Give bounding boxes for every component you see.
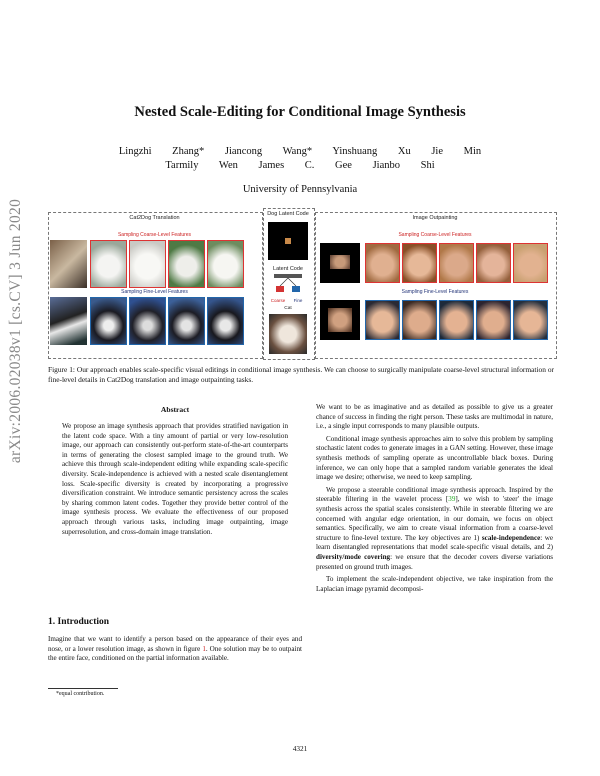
figure-reference-link[interactable]: 1 xyxy=(202,644,206,653)
paragraph-text: We propose a steerable conditional image synthesis approach. Inspired by the steerable filtering in the wavelet process [ xyxy=(316,485,553,504)
fine-face-image xyxy=(365,300,400,340)
left-band-coarse: Sampling Coarse-Level Features xyxy=(117,232,192,238)
fine-block xyxy=(292,286,300,292)
coarse-dog-image xyxy=(168,240,205,288)
paragraph-text: : we ensure that the decoder covers diverse variations presented on ground truth images. xyxy=(316,552,553,571)
dog-latent-code-image xyxy=(268,222,308,260)
fine-dog-image xyxy=(207,297,244,345)
fine-dog-image xyxy=(168,297,205,345)
intro-paragraph xyxy=(48,635,302,664)
right-panel-title: Image Outpainting xyxy=(412,215,458,221)
right-column xyxy=(316,403,553,594)
coarse-face-image xyxy=(476,243,511,283)
fine-label: Fine xyxy=(293,298,303,303)
coarse-label: Coarse xyxy=(270,298,286,303)
cat-input-image xyxy=(269,314,307,354)
coarse-dog-image xyxy=(90,240,127,288)
paper-title: Nested Scale-Editing for Conditional Image Synthesis xyxy=(134,104,466,120)
dog-input-image xyxy=(50,297,87,345)
branch-line xyxy=(288,278,296,286)
paragraph-text: ], we wish to 'steer' the image synthesis across the spatial scales consistently. While in steerable filtering we are concerned with angular edge orientation, in our domain, we focus on object semantics. Specifically, we aim to create visual information from a coarse-level structure to fine-level texture. The key objectives are 1) xyxy=(316,495,553,542)
cat-label: Cat xyxy=(284,306,292,311)
footnote: *equal contribution. xyxy=(56,691,105,697)
citation-link[interactable]: 39 xyxy=(448,495,456,504)
abstract-heading: Abstract xyxy=(160,405,190,414)
latent-code-diagram xyxy=(268,274,308,300)
fine-face-image xyxy=(476,300,511,340)
center-top-label: Dog Latent Code xyxy=(267,211,309,217)
left-panel-title: Cat2Dog Translation xyxy=(129,215,180,221)
paragraph: Conditional image synthesis approaches aim to solve this problem by sampling stochastic latent codes to generate images in a GAN setting. However, these image synthesis methods of sampling operate as uncontrollable black boxes. During inference, we can only hope that a sampled random variable generates the ideal image we desire; otherwise, we need to keep sampling. xyxy=(316,434,553,482)
latent-bar xyxy=(274,274,302,278)
arxiv-stamp: arXiv:2006.02038v1 [cs.CV] 3 Jun 2020 xyxy=(7,198,24,464)
authors-line-1: Lingzhi Zhang* Jiancong Wang* Yinshuang Xu Jie Min xyxy=(118,146,482,157)
coarse-face-image xyxy=(513,243,548,283)
bold-term: scale-independence xyxy=(481,533,541,542)
paragraph: To implement the scale-independent objective, we take inspiration from the Laplacian image pyramid decomposi- xyxy=(316,575,553,593)
fine-dog-image xyxy=(129,297,166,345)
abstract-text: We propose an image synthesis approach that provides stratified navigation in the latent code space. With a tiny amount of partial or very low-resolution image, our approach can consistently out-perform state-of-the-art counterparts in terms of generating the closest sampled image to the ground truth. We achieve this through scale-independent editing while expanding scale-specific diversity. Scale-independence is achieved with a nested scale disentanglement loss. Scale-specific diversity is created by incorporating a progressive diversification constraint. We introduce semantic persistency across the scales by sharing common latent codes. Together they provide better control of the image synthesis process. We evaluate the effectiveness of our proposed approach through various tasks, including image outpainting, image superresolution, and cross-domain image translation. xyxy=(62,422,288,536)
left-band-fine: Sampling Fine-Level Features xyxy=(121,289,188,295)
footnote-rule xyxy=(48,688,118,689)
fine-face-image xyxy=(439,300,474,340)
fine-dog-image xyxy=(90,297,127,345)
coarse-dog-image xyxy=(129,240,166,288)
figure-caption: Figure 1: Our approach enables scale-specific visual editings in conditional image synthesis. We can choose to surgically manipulate coarse-level structural information or fine-level details in Cat2Dog translation and image outpainting tasks. xyxy=(48,365,554,384)
authors-line-2: Tarmily Wen James C. Gee Jianbo Shi xyxy=(165,160,435,171)
face-input-image xyxy=(320,300,360,340)
intro-text: . One solution may be to outpaint the entire face, conditioned on the partial information available. xyxy=(48,644,302,663)
coarse-face-image xyxy=(402,243,437,283)
section-heading: 1. Introduction xyxy=(48,617,110,627)
dog-input-image xyxy=(50,240,87,288)
branch-line xyxy=(280,278,288,286)
paragraph: We want to be as imaginative and as detailed as possible to give us a greater chance of success in finding the right person. These tasks are multimodal in nature, i.e., a single input corresponds to many plausible outputs. xyxy=(316,403,553,431)
page-number: 4321 xyxy=(292,744,308,753)
paragraph xyxy=(316,486,553,572)
right-band-fine: Sampling Fine-Level Features xyxy=(401,289,469,295)
fine-face-image xyxy=(513,300,548,340)
right-band-coarse: Sampling Coarse-Level Features xyxy=(398,232,472,238)
center-latent-label: Latent Code xyxy=(273,266,303,272)
coarse-face-image xyxy=(365,243,400,283)
fine-face-image xyxy=(402,300,437,340)
coarse-dog-image xyxy=(207,240,244,288)
face-input-image xyxy=(320,243,360,283)
intro-text: Imagine that we want to identify a person based on the appearance of their eyes and nose, or a lower resolution image, as shown in figure xyxy=(48,635,302,653)
coarse-block xyxy=(276,286,284,292)
coarse-face-image xyxy=(439,243,474,283)
paragraph-text: : we learn disentangled representations that model scale-specific visual details, and 2) xyxy=(316,533,553,552)
affiliation: University of Pennsylvania xyxy=(242,184,358,195)
bold-term: diversity/mode covering xyxy=(316,552,391,561)
